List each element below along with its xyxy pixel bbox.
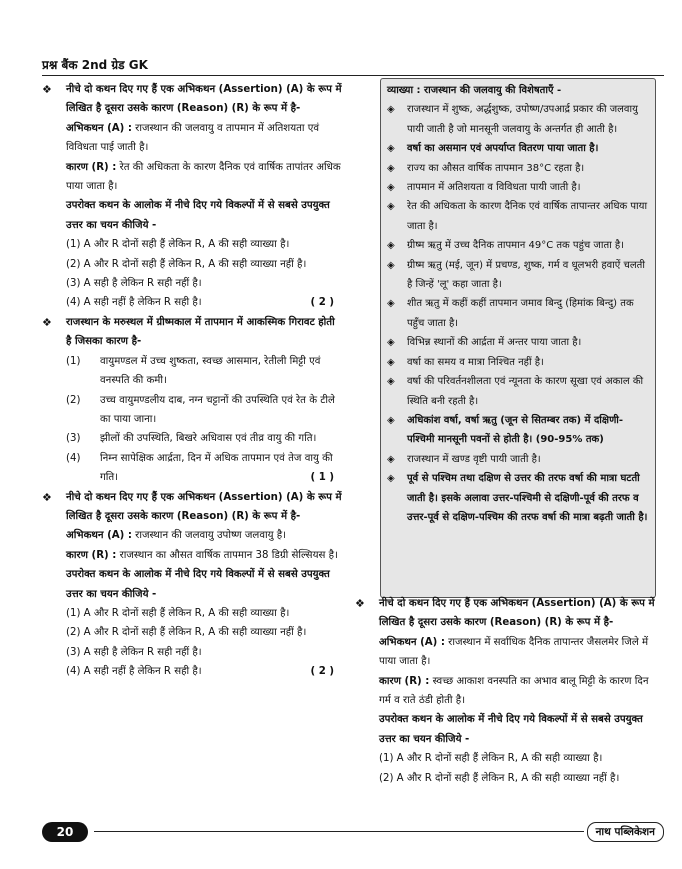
explanation-bullet-text: ग्रीष्म ऋतु में उच्च दैनिक तापमान 49°C तक पहुंच जाता है। [407, 240, 625, 252]
diamond-bullet-icon: ◈ [387, 182, 395, 194]
explanation-bullet [387, 450, 649, 469]
explanation-bullet [387, 256, 649, 295]
explanation-bullet-text: वर्षा का असमान एवं अपर्याप्त वितरण पाया जाता है। [407, 143, 599, 155]
diamond-bullet-icon: ❖ [42, 315, 52, 329]
option-number: (4) [66, 452, 81, 464]
explanation-bullet [387, 411, 649, 450]
instruction: उपरोक्त कथन के आलोक में नीचे दिए गये विकल्पों में से सबसे उपयुक्त उत्तर का चयन कीजिये - [66, 200, 330, 231]
option-row [42, 293, 342, 312]
explanation-box [380, 78, 656, 598]
diamond-bullet-icon: ❖ [42, 83, 52, 96]
reason-text: स्वच्छ आकाश वनस्पति का अभाव बालू मिट्टी के कारण दिन गर्म व राते ठंडी होती है। [379, 675, 649, 707]
diamond-bullet-icon: ❖ [355, 597, 365, 610]
explanation-bullet [387, 139, 649, 158]
option: (1) A और R दोनों सही हैं लेकिन R, A की सही व्याख्या है। [66, 607, 290, 619]
instruction: उपरोक्त कथन के आलोक में नीचे दिए गये विकल्पों में से सबसे उपयुक्त उत्तर का चयन कीजिये - [379, 714, 643, 745]
explanation-bullet [387, 469, 649, 527]
diamond-bullet-icon: ◈ [387, 473, 395, 485]
explanation-bullet-text: विभिन्न स्थानों की आर्द्रता में अन्तर पाया जाता है। [407, 337, 582, 349]
option-text: झीलों की उपस्थिति, बिखरे अधिवास एवं तीव्र वायु की गति। [100, 433, 317, 445]
explanation-bullet [387, 372, 649, 411]
explanation-bullet-text: राजस्थान में खण्ड वृष्टी पायी जाती है। [407, 453, 541, 465]
explanation-bullets [387, 100, 649, 527]
explanation-bullet-text: राज्य का औसत वार्षिक तापमान 38°C रहता है। [407, 162, 585, 174]
reason-label: कारण (R) : [66, 161, 117, 173]
option: (2) A और R दोनों सही हैं लेकिन R, A की सही व्याख्या नहीं है। [66, 627, 307, 639]
diamond-bullet-icon: ◈ [387, 240, 395, 252]
diamond-bullet-icon: ◈ [387, 143, 395, 155]
explanation-bullet-text: वर्षा का समय व मात्रा निश्चित नहीं है। [407, 356, 544, 368]
left-column [42, 80, 342, 682]
option-row [42, 662, 342, 681]
explanation-bullet-text: शीत ऋतु में कहीं कहीं तापमान जमाव बिन्दु (हिमांक बिन्दु) तक पहुँच जाता है। [407, 298, 634, 329]
explanation-bullet [387, 294, 649, 333]
explanation-bullet-text: तापमान में अतिशयता व विविधता पायी जाती है। [407, 182, 581, 194]
question-2 [42, 313, 342, 352]
reason-text: राजस्थान का औसत वार्षिक तापमान 38 डिग्री सेल्सियस है। [116, 549, 338, 561]
option: (3) A सही है लेकिन R सही नहीं है। [66, 278, 202, 290]
question-1 [42, 80, 342, 119]
option [42, 391, 342, 430]
option [42, 449, 342, 488]
diamond-bullet-icon: ◈ [387, 376, 395, 388]
header-rule [42, 75, 664, 76]
answer: ( 2 ) [310, 297, 334, 309]
question-stem: नीचे दो कथन दिए गए हैं एक अभिकथन (Assertion) (A) के रूप में लिखित है दूसरा उसके कारण (Reason) (R) के रूप में है- [66, 491, 342, 522]
right-column [355, 594, 657, 788]
option-text: वायुमण्डल में उच्च शुष्कता, स्वच्छ आसमान, रेतीली मिट्टी एवं वनस्पति की कमी। [100, 355, 321, 387]
diamond-bullet-icon: ◈ [387, 337, 395, 349]
assertion-text: राजस्थान में सर्वाधिक दैनिक तापान्तर जैसलमेर जिले में पाया जाता है। [379, 636, 649, 668]
option [42, 352, 342, 391]
explanation-bullet-text: पूर्व से पश्चिम तथा दक्षिण से उत्तर की तरफ वर्षा की मात्रा घटती जाती है। इसके अलावा उत्तर-पश्चिमी से दक्षिणी-पूर्व की तरफ व उत्तर-पूर्व से दक्षिण-पश्चिम की तरफ वर्षा की मात्रा बढ़ती जाती है। [407, 473, 648, 523]
option: (1) A और R दोनों सही हैं लेकिन R, A की सही व्याख्या है। [66, 239, 290, 251]
reason-text: रेत की अधिकता के कारण दैनिक एवं वार्षिक तापांतर अधिक पाया जाता है। [66, 161, 341, 193]
question-stem: नीचे दो कथन दिए गए हैं एक अभिकथन (Assertion) (A) के रूप में लिखित है दूसरा उसके कारण (Reason) (R) के रूप में है- [66, 84, 342, 115]
footer-rule [94, 831, 584, 832]
assertion-label: अभिकथन (A) : [379, 636, 445, 648]
explanation-bullet-text: राजस्थान में शुष्क, अर्द्धशुष्क, उपोष्ण/उपआर्द्र प्रकार की जलवायु पायी जाती है जो मानसूनी जलवायु के अन्तर्गत ही आती है। [407, 104, 638, 135]
reason-label: कारण (R) : [66, 549, 117, 561]
option: (3) A सही है लेकिन R सही नहीं है। [66, 646, 202, 658]
option-number: (3) [66, 433, 81, 445]
reason-line [42, 546, 342, 565]
reason-label: कारण (R) : [379, 675, 430, 687]
assertion-label: अभिकथन (A) : [66, 122, 132, 134]
diamond-bullet-icon: ❖ [42, 490, 52, 504]
option-text: निम्न सापेक्षिक आर्द्रता, दिन में अधिक तापमान एवं तेज वायु की गति। [100, 452, 333, 484]
explanation-bullet [387, 178, 649, 197]
reason-line [355, 672, 657, 711]
diamond-bullet-icon: ◈ [387, 298, 395, 310]
explanation-bullet [387, 159, 649, 178]
explanation-bullet [387, 353, 649, 372]
instruction: उपरोक्त कथन के आलोक में नीचे दिए गये विकल्पों में से सबसे उपयुक्त उत्तर का चयन कीजिये - [66, 569, 330, 600]
option: (4) A सही नहीं है लेकिन R सही है। [66, 297, 202, 309]
reason-line [42, 158, 342, 197]
answer: ( 1 ) [310, 472, 334, 484]
answer: ( 2 ) [310, 666, 334, 678]
diamond-bullet-icon: ◈ [387, 356, 395, 368]
diamond-bullet-icon: ◈ [387, 453, 395, 465]
diamond-bullet-icon: ◈ [387, 162, 395, 174]
explanation-bullet-text: रेत की अधिकता के कारण दैनिक एवं वार्षिक तापान्तर अधिक पाया जाता है। [407, 201, 648, 232]
explanation-bullet [387, 333, 649, 352]
publisher-name: नाथ पब्लिकेशन [587, 822, 664, 842]
question-stem: नीचे दो कथन दिए गए हैं एक अभिकथन (Assertion) (A) के रूप में लिखित है दूसरा उसके कारण (Reason) (R) के रूप में है- [379, 598, 655, 629]
explanation-bullet-text: वर्षा की परिवर्तनशीलता एवं न्यूनता के कारण सूखा एवं अकाल की स्थिति बनी रहती है। [407, 376, 644, 407]
option-text: उच्च वायुमण्डलीय दाब, नग्न चट्टानों की उपस्थिति एवं रेत के टीले का पाया जाना। [100, 394, 335, 425]
page-number: 20 [42, 822, 88, 842]
footer [42, 822, 664, 842]
diamond-bullet-icon: ◈ [387, 104, 395, 116]
option: (4) A सही नहीं है लेकिन R सही है। [66, 666, 202, 678]
diamond-bullet-icon: ◈ [387, 201, 395, 213]
explanation-bullet-text: ग्रीष्म ऋतु (मई, जून) में प्रचण्ड, शुष्क, गर्म व धूलभरी हवाऐं चलती है जिन्हें 'लू' कहा जाता है। [407, 259, 645, 291]
page-header-title: प्रश्न बैंक 2nd ग्रेड GK [42, 58, 148, 72]
option-number: (2) [66, 394, 81, 406]
explanation-bullet [387, 100, 649, 139]
option-number: (1) [66, 355, 81, 367]
assertion-line [42, 119, 342, 158]
assertion-label: अभिकथन (A) : [66, 530, 132, 542]
option: (1) A और R दोनों सही हैं लेकिन R, A की सही व्याख्या है। [379, 753, 603, 765]
question-3 [42, 488, 342, 527]
option [42, 429, 342, 448]
question-stem: राजस्थान के मरुस्थल में ग्रीष्मकाल में तापमान में आकस्मिक गिरावट होती है जिसका कारण है- [66, 316, 335, 348]
diamond-bullet-icon: ◈ [387, 414, 395, 426]
explanation-title: व्याख्या : राजस्थान की जलवायु की विशेषताएँ - [387, 85, 562, 96]
option: (2) A और R दोनों सही हैं लेकिन R, A की सही व्याख्या नहीं है। [379, 772, 620, 784]
assertion-text: राजस्थान की जलवायु व तापमान में अतिशयता एवं विविधता पाई जाती है। [66, 122, 320, 154]
assertion-line [355, 633, 657, 672]
explanation-bullet [387, 197, 649, 236]
assertion-line [42, 526, 342, 545]
assertion-text: राजस्थान की जलवायु उपोष्ण जलवायु है। [131, 530, 287, 542]
diamond-bullet-icon: ◈ [387, 259, 395, 271]
option: (2) A और R दोनों सही हैं लेकिन R, A की सही व्याख्या नहीं है। [66, 258, 307, 270]
explanation-bullet [387, 236, 649, 255]
question-4 [355, 594, 657, 633]
explanation-bullet-text: अधिकांश वर्षा, वर्षा ऋतु (जून से सितम्बर तक) में दक्षिणी-पश्चिमी मानसूनी पवनों से होती है। (90-95% तक) [407, 414, 624, 446]
